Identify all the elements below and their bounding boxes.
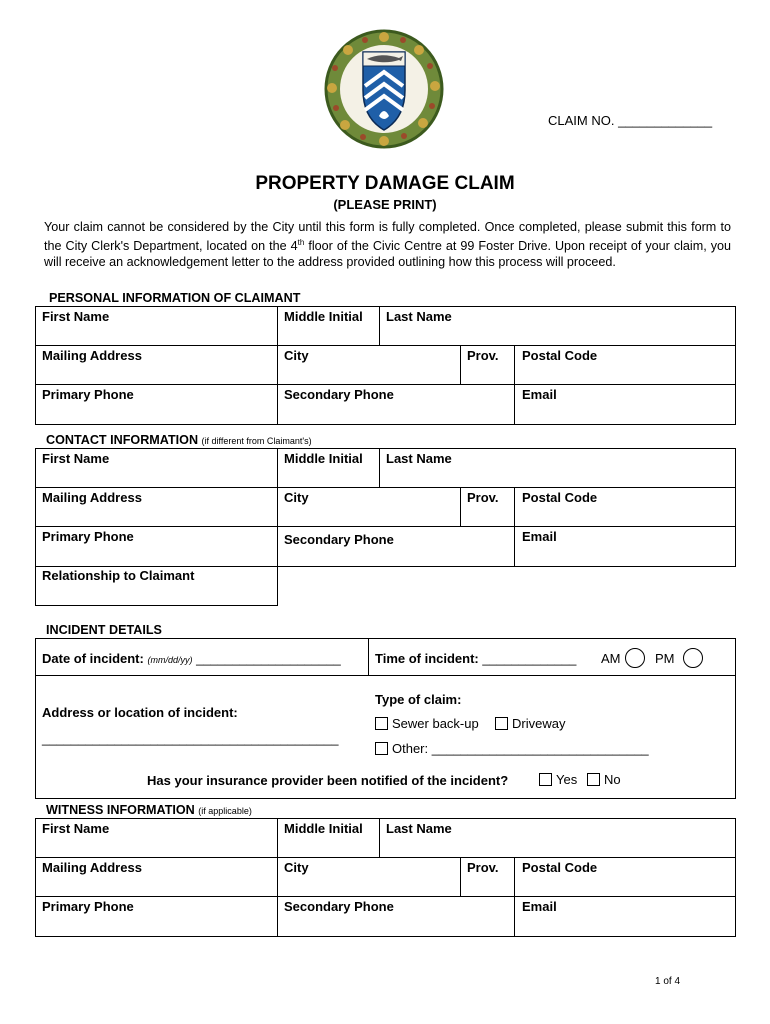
row-divider [35,896,736,897]
contact-first-name-field[interactable]: First Name [42,451,110,466]
col-divider [460,857,461,896]
row-divider [35,487,736,488]
witness-heading-note: (if applicable) [198,806,252,816]
section-heading-incident: INCIDENT DETAILS [46,623,162,637]
am-label: AM [601,651,621,666]
intro-superscript: th [297,238,305,247]
contact-heading-note: (if different from Claimant's) [201,436,312,446]
contact-email-field[interactable]: Email [522,529,557,544]
other-option[interactable] [375,741,649,756]
witness-heading-text: WITNESS INFORMATION [46,803,195,817]
sewer-backup-option[interactable] [375,716,479,731]
contact-city-field[interactable]: City [284,490,309,505]
time-of-incident-field[interactable] [375,651,576,666]
col-divider [379,448,380,487]
other-checkbox[interactable] [375,742,388,755]
row-divider [35,384,736,385]
row-divider [35,857,736,858]
col-divider [277,818,278,937]
am-option[interactable] [601,648,645,668]
col-divider [379,818,380,857]
col-divider [460,345,461,384]
witness-middle-initial-field[interactable]: Middle Initial [284,821,363,836]
claimant-prov-field[interactable]: Prov. [467,348,499,363]
claimant-first-name-field[interactable]: First Name [42,309,110,324]
witness-postal-code-field[interactable]: Postal Code [522,860,598,875]
contact-middle-initial-field[interactable]: Middle Initial [284,451,363,466]
col-divider [379,306,380,345]
section-heading-witness [46,803,252,817]
col-divider [514,487,515,567]
no-label: No [604,772,621,787]
section-heading-contact [46,433,312,447]
contact-primary-phone-field[interactable]: Primary Phone [42,529,134,544]
col-divider [277,306,278,425]
insurance-question: Has your insurance provider been notified of the incident? [147,773,509,788]
col-divider [460,487,461,526]
incident-address-field[interactable]: _________________________________________ [42,731,339,746]
witness-primary-phone-field[interactable]: Primary Phone [42,899,134,914]
contact-prov-field[interactable]: Prov. [467,490,499,505]
intro-text: Your claim cannot be considered by the City until this form is fully completed. Once completed, please submit this form to the City Clerk's Department, located on the 4 [44,220,731,254]
incident-address-label: Address or location of incident: [42,705,238,720]
col-divider [514,857,515,937]
contact-last-name-field[interactable]: Last Name [386,451,452,466]
date-format-hint: (mm/dd/yy) [147,655,193,665]
claimant-primary-phone-field[interactable]: Primary Phone [42,387,134,402]
witness-city-field[interactable]: City [284,860,309,875]
row-divider [35,675,736,676]
row-divider [35,345,736,346]
pm-radio[interactable] [683,648,703,668]
intro-text-end: floor of the Civic Centre at 99 Foster Drive. Upon receipt of your claim, you will receive an acknowledgement letter to the address provided outlining how this process will proceed. [44,239,732,270]
pm-label: PM [655,651,675,666]
witness-prov-field[interactable]: Prov. [467,860,499,875]
form-subtitle: (PLEASE PRINT) [333,197,437,212]
claimant-middle-initial-field[interactable]: Middle Initial [284,309,363,324]
driveway-option[interactable] [495,716,565,731]
claim-number-label: CLAIM NO. _____________ [548,113,713,128]
other-label: Other: [392,741,429,756]
claimant-last-name-field[interactable]: Last Name [386,309,452,324]
claimant-email-field[interactable]: Email [522,387,557,402]
claimant-city-field[interactable]: City [284,348,309,363]
type-of-claim-label: Type of claim: [375,692,462,707]
claimant-secondary-phone-field[interactable]: Secondary Phone [284,387,394,402]
page-number: 1 of 4 [655,976,681,987]
intro-paragraph [44,219,731,270]
witness-email-field[interactable]: Email [522,899,557,914]
contact-secondary-phone-field[interactable]: Secondary Phone [284,532,394,547]
yes-label: Yes [556,772,578,787]
city-crest-logo [323,28,445,150]
driveway-label: Driveway [512,716,566,731]
witness-mailing-address-field[interactable]: Mailing Address [42,860,142,875]
other-line: ______________________________ [431,741,649,756]
date-of-incident-field[interactable] [42,651,341,666]
contact-heading-text: CONTACT INFORMATION [46,433,199,447]
col-divider [514,345,515,425]
insurance-no-option[interactable] [587,772,621,787]
driveway-checkbox[interactable] [495,717,508,730]
pm-option[interactable] [655,648,703,668]
sewer-backup-label: Sewer back-up [392,716,479,731]
claimant-mailing-address-field[interactable]: Mailing Address [42,348,142,363]
witness-secondary-phone-field[interactable]: Secondary Phone [284,899,394,914]
insurance-yes-checkbox[interactable] [539,773,552,786]
col-divider [368,638,369,675]
insurance-no-checkbox[interactable] [587,773,600,786]
contact-mailing-address-field[interactable]: Mailing Address [42,490,142,505]
insurance-yes-option[interactable] [539,772,577,787]
sewer-backup-checkbox[interactable] [375,717,388,730]
form-title: PROPERTY DAMAGE CLAIM [255,173,515,194]
relationship-to-claimant-field[interactable]: Relationship to Claimant [42,568,195,583]
am-radio[interactable] [625,648,645,668]
date-label: Date of incident: [42,651,144,666]
col-divider [277,448,278,567]
time-line: _____________ [482,651,577,666]
witness-first-name-field[interactable]: First Name [42,821,110,836]
claimant-postal-code-field[interactable]: Postal Code [522,348,598,363]
date-line: ____________________ [196,651,341,666]
time-label: Time of incident: [375,651,479,666]
witness-last-name-field[interactable]: Last Name [386,821,452,836]
section-heading-claimant: PERSONAL INFORMATION OF CLAIMANT [49,291,301,305]
row-divider [35,526,736,527]
contact-postal-code-field[interactable]: Postal Code [522,490,598,505]
